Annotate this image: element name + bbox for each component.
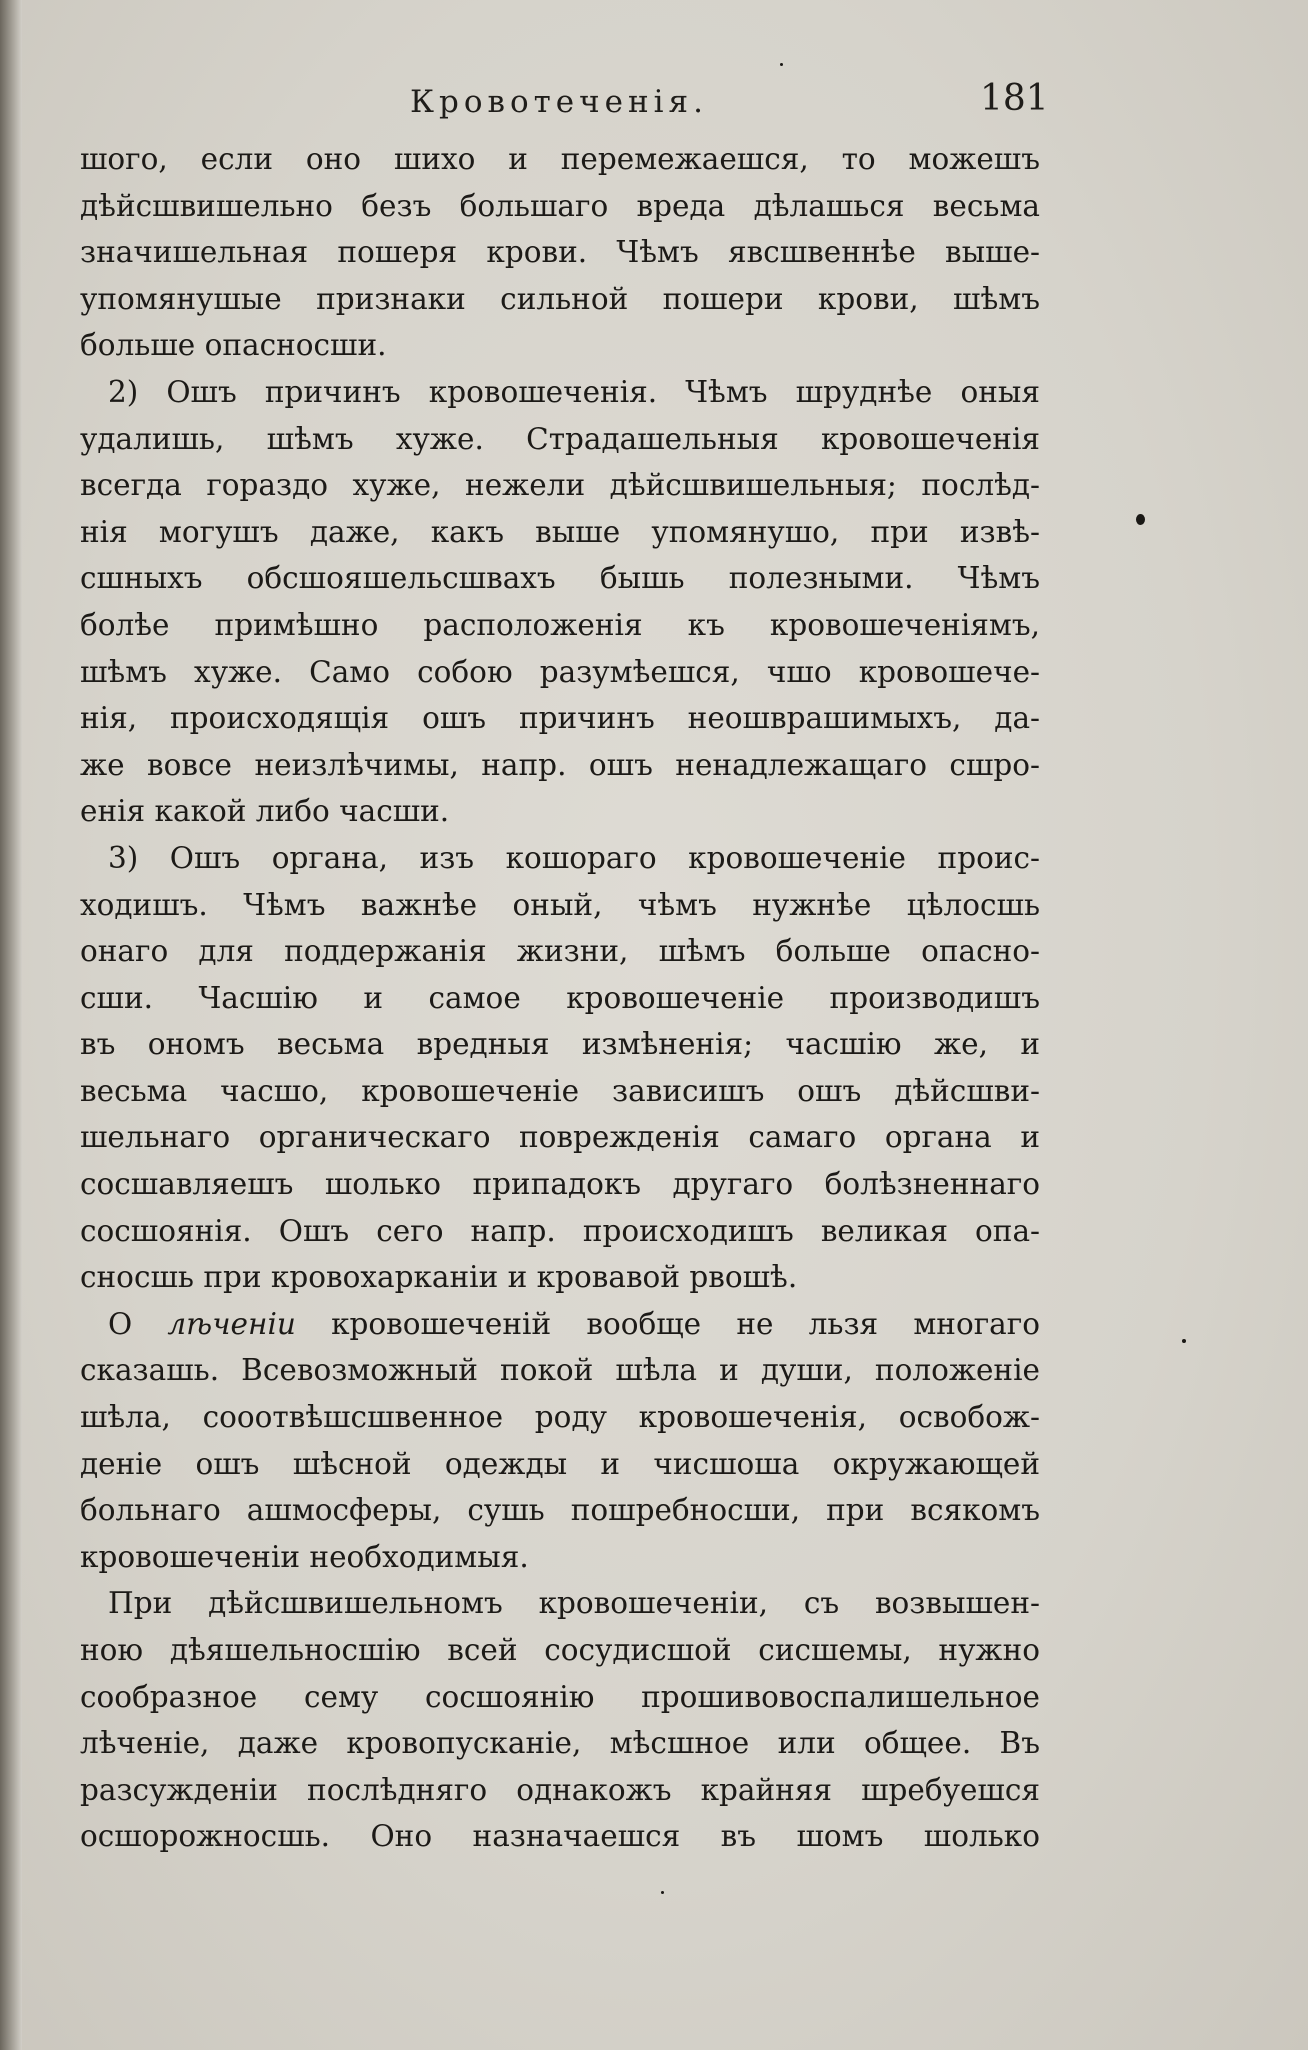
text-line: больнаго ашмосферы, сушь пошребносши, при всякомъ [80, 1493, 1040, 1528]
text-line: При дѣйсшвишельномъ кровошеченіи, съ возвышен- [108, 1586, 1040, 1621]
text-line: сосшавляешъ шолько припадокъ другаго болѣзненнаго [80, 1167, 1040, 1202]
text-line: ною дѣяшельносшію всей сосудисшой сисшемы, нужно [80, 1633, 1040, 1667]
text-line: шѣмъ хуже. Само собою разумѣешся, чшо кровошече- [80, 654, 1040, 689]
text-line [80, 1301, 1040, 1348]
text-line: лѣченіе, даже кровопусканіе, мѣсшное или общее. Въ [80, 1726, 1040, 1761]
text-line: шого, если оно шихо и перемежаешся, то можешъ [80, 142, 1040, 176]
text-line: сообразное сему сосшоянію прошивовоспалишельное [80, 1679, 1040, 1714]
text-line: сказашь. Всевозможный покой шѣла и души, положеніе [80, 1353, 1040, 1388]
text-run: кровошеченій вообще не льзя многаго [331, 1306, 1040, 1341]
emphasized-word: лѣченіи [167, 1306, 296, 1341]
text-line: въ ономъ весьма вредныя измѣненія; часшію же, и [80, 1027, 1040, 1062]
paragraph [80, 369, 1040, 835]
text-line: сосшоянія. Ошъ сего напр. происходишъ великая опа- [80, 1213, 1040, 1248]
body-text [80, 136, 1040, 1860]
running-head: Кровотеченія. [410, 84, 708, 120]
text-line: же вовсе неизлѣчимы, напр. ошъ ненадлежащаго сшро- [80, 747, 1040, 782]
paragraph [80, 136, 1040, 369]
text-line: дѣйсшвишельно безъ большаго вреда дѣлашься весьма [80, 188, 1040, 223]
text-line: сши. Часшію и самое кровошеченіе производишъ [80, 980, 1040, 1015]
ink-speck [661, 1891, 664, 1894]
text-line: нія, происходящія ошъ причинъ неошврашимыхъ, да- [80, 701, 1040, 736]
text-line: 2) Ошъ причинъ кровошеченія. Чѣмъ шруднѣе оныя [108, 374, 1040, 409]
ink-speck [780, 63, 783, 66]
text-line: удалишь, шѣмъ хуже. Страдашельныя кровошеченія [80, 421, 1040, 456]
text-line: нія могушъ даже, какъ выше упомянушо, при извѣ- [80, 514, 1040, 549]
paragraph [80, 1301, 1040, 1581]
page-number: 181 [980, 78, 1049, 119]
ink-speck [1182, 1339, 1186, 1343]
ink-speck [1136, 514, 1145, 525]
text-line: весьма часшо, кровошеченіе зависишъ ошъ дѣйсшви- [80, 1073, 1040, 1108]
text-line: деніе ошъ шѣсной одежды и чисшоша окружающей [80, 1446, 1040, 1481]
text-line: осшорожносшь. Оно назначаешся въ шомъ шолько [80, 1819, 1040, 1854]
text-line: значишельная пошеря крови. Чѣмъ явсшвеннѣе выше- [80, 235, 1040, 270]
text-line: всегда гораздо хуже, нежели дѣйсшвишельныя; послѣд- [80, 468, 1040, 503]
text-line: больше опасносши. [80, 328, 387, 363]
text-line: сшныхъ обсшояшельсшвахъ бышь полезными. Чѣмъ [80, 561, 1040, 596]
text-line: ходишъ. Чѣмъ важнѣе оный, чѣмъ нужнѣе цѣлосшь [80, 887, 1040, 922]
paragraph [80, 835, 1040, 1301]
text-line: сносшь при кровохарканіи и кровавой рвошѣ. [80, 1260, 798, 1295]
text-line: шѣла, сооотвѣшсшвенное роду кровошеченія, освобож- [80, 1400, 1040, 1435]
page-header [0, 78, 1308, 128]
book-spine-shadow [0, 0, 22, 2050]
paragraph [80, 1580, 1040, 1860]
text-line: болѣе примѣшно расположенія къ кровошеченіямъ, [80, 607, 1040, 642]
text-line: 3) Ошъ органа, изъ кошораго кровошеченіе проис- [108, 840, 1040, 875]
text-run: О [108, 1306, 133, 1341]
text-line: шельнаго органическаго поврежденія самаго органа и [80, 1120, 1040, 1155]
text-line: онаго для поддержанія жизни, шѣмъ больше опасно- [80, 934, 1040, 969]
text-line: енія какой либо часши. [80, 794, 450, 829]
text-line: кровошеченіи необходимыя. [80, 1539, 529, 1574]
text-line: упомянушые признаки сильной пошери крови, шѣмъ [80, 281, 1040, 316]
text-line: разсужденіи послѣдняго однакожъ крайняя шребуешся [80, 1772, 1040, 1807]
